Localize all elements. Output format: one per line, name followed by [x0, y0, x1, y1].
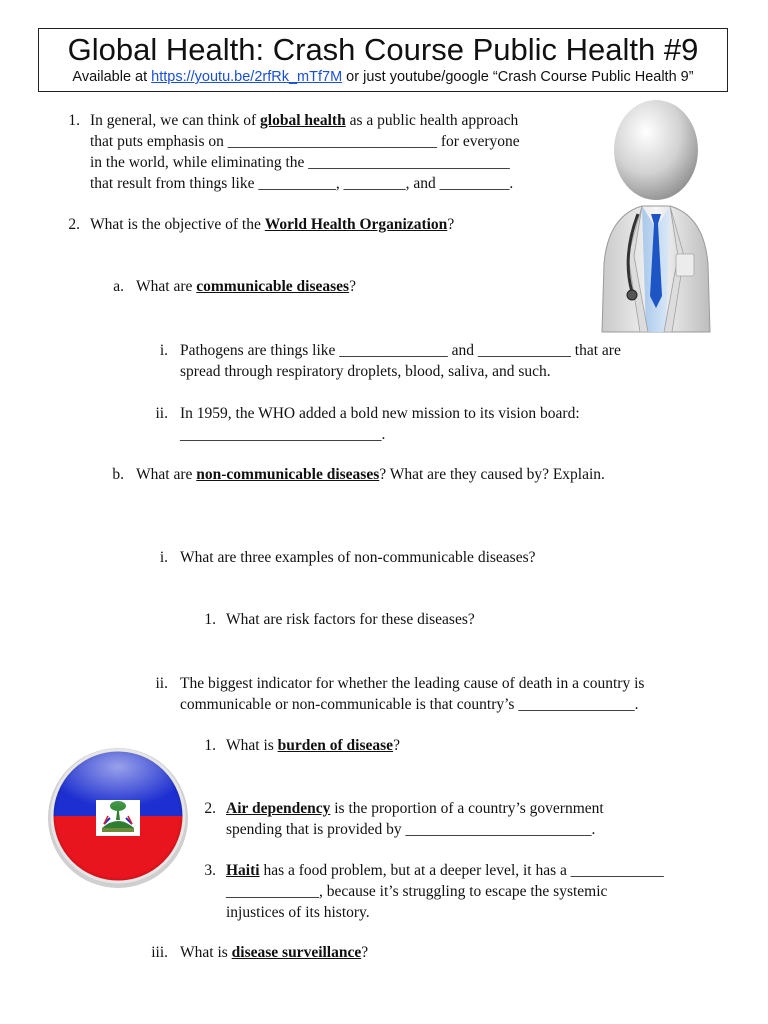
q2bii1-keyword: burden of disease: [277, 737, 394, 754]
q2b-text-a: What are: [136, 466, 197, 483]
q1-line-2: that puts emphasis on ___________________________ for everyone: [90, 133, 520, 150]
q2bi1-text: What are risk factors for these diseases?: [226, 611, 475, 628]
q2ai-line-2: spread through respiratory droplets, blood, saliva, and such.: [180, 363, 551, 380]
q2bi-number: i.: [159, 549, 168, 566]
q1-line-3: in the world, while eliminating the __________________________: [90, 154, 510, 171]
q2biii-number: iii.: [151, 944, 168, 961]
q2bii1-number: 1.: [204, 737, 216, 754]
q2bii1-text-c: ?: [393, 737, 400, 754]
q2a-text-c: ?: [349, 278, 356, 295]
q2bii3-line-2: ____________, because it’s struggling to escape the systemic: [226, 883, 608, 900]
q2bi-text: What are three examples of non-communicable diseases?: [180, 549, 536, 566]
q2bii3-number: 3.: [204, 862, 216, 879]
q2bii2-line-2: spending that is provided by ________________________.: [226, 821, 596, 838]
q1-text-a: In general, we can think of: [90, 112, 261, 129]
video-link[interactable]: https://youtu.be/2rfRk_mTf7M: [151, 69, 343, 85]
q1-line-1: [90, 110, 518, 131]
subtitle-prefix: Available at: [72, 69, 152, 85]
doctor-figure-icon: [592, 96, 720, 336]
page-title: Global Health: Crash Course Public Health #9: [67, 32, 699, 67]
q2a-keyword: communicable diseases: [196, 278, 350, 295]
q2bii2-line-1: [226, 798, 604, 819]
title-box: [38, 28, 728, 92]
q2bii3-text-c: has a food problem, but at a deeper level, it has a ____________: [259, 862, 664, 879]
q2a-text: [136, 276, 356, 297]
q2-number: 2.: [68, 216, 80, 233]
q2b-keyword: non-communicable diseases: [196, 466, 380, 483]
q2a-text-a: What are: [136, 278, 197, 295]
q1-number: 1.: [68, 112, 80, 129]
q2bii1-text: [226, 735, 400, 756]
q2biii-text-c: ?: [361, 944, 369, 961]
q2bii-number: ii.: [155, 675, 168, 692]
q2biii-keyword: disease surveillance: [231, 944, 362, 961]
subtitle-suffix: or just youtube/google “Crash Course Public Health 9”: [342, 69, 694, 85]
q2bii2-text-c: is the proportion of a country’s government: [330, 800, 604, 817]
q2b-text-c: ? What are they caused by? Explain.: [379, 466, 605, 483]
q2-keyword: World Health Organization: [264, 216, 448, 233]
q2ai-number: i.: [159, 342, 168, 359]
q2-text: [90, 214, 454, 235]
q2a-number: a.: [113, 278, 124, 295]
q2bii-line-2: communicable or non-communicable is that country’s _______________.: [180, 696, 639, 713]
q1-text-c: as a public health approach: [345, 112, 519, 129]
q2aii-line-1: In 1959, the WHO added a bold new mission to its vision board:: [180, 405, 580, 422]
q2-text-a: What is the objective of the: [90, 216, 265, 233]
q2bii3-line-1: [226, 860, 664, 881]
q2bii3-line-3: injustices of its history.: [226, 904, 370, 921]
subtitle: [39, 68, 727, 86]
q2bii2-number: 2.: [204, 800, 216, 817]
q2b-number: b.: [112, 466, 124, 483]
haiti-flag-icon: [46, 744, 190, 888]
q2b-text: [136, 464, 605, 485]
q2bii3-keyword: Haiti: [226, 862, 260, 879]
q2ai-line-1: Pathogens are things like ______________ and ____________ that are: [180, 342, 621, 359]
q2bii2-keyword: Air dependency: [226, 800, 331, 817]
q2-text-c: ?: [447, 216, 455, 233]
q1-keyword: global health: [260, 112, 346, 129]
q2aii-number: ii.: [155, 405, 168, 422]
q2aii-line-2: __________________________.: [180, 426, 386, 443]
q2bii-line-1: The biggest indicator for whether the leading cause of death in a country is: [180, 675, 645, 692]
q1-line-4: that result from things like __________, ________, and _________.: [90, 175, 514, 192]
q2biii-text: [180, 942, 368, 963]
q2biii-text-a: What is: [180, 944, 232, 961]
q2bii1-text-a: What is: [226, 737, 278, 754]
q2bi1-number: 1.: [204, 611, 216, 628]
